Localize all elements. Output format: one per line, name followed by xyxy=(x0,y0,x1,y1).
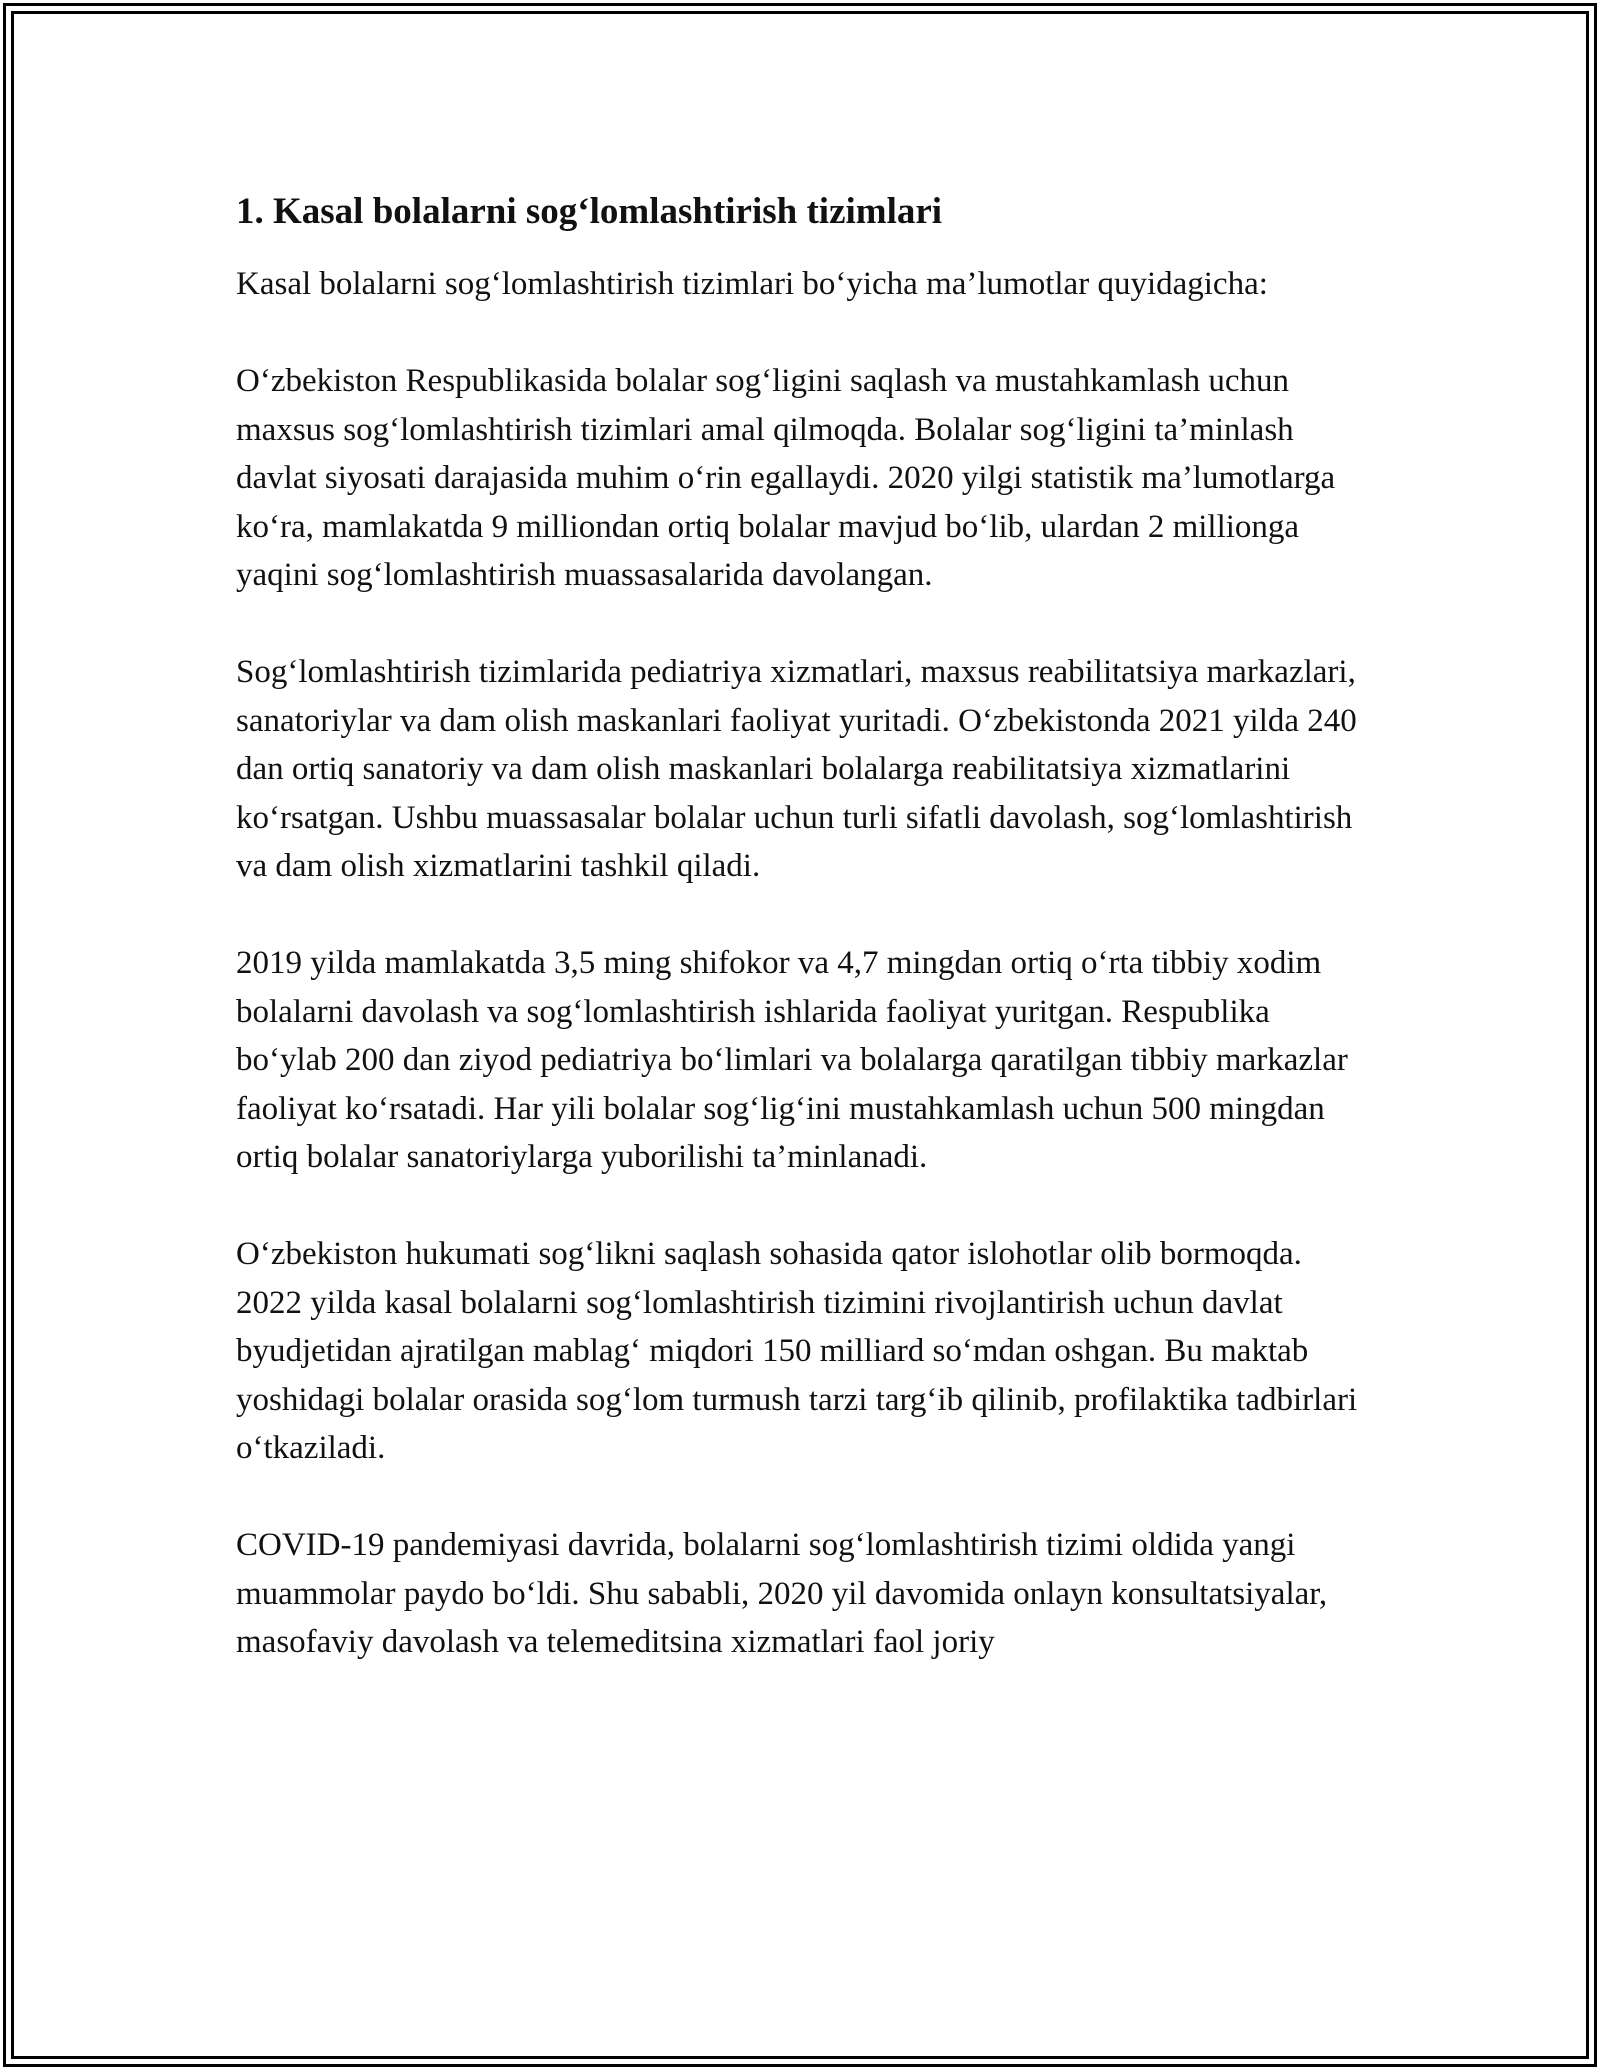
section-heading: 1. Kasal bolalarni sog‘lomlashtirish tizimlari xyxy=(236,191,943,232)
document-body xyxy=(236,186,1366,1715)
intro-paragraph: Kasal bolalarni sog‘lomlashtirish tizimlari bo‘yicha ma’lumotlar quyidagicha: xyxy=(236,266,1268,302)
body-paragraph-2: Sog‘lomlashtirish tizimlarida pediatriya xizmatlari, maxsus reabilitatsiya markazlari, sanatoriylar va dam olish maskanlari faoliyat yuritadi. O‘zbekistonda 2021 yilda 240 dan ortiq sanatoriy va dam olish maskanlari bolalarga reabilitatsiya xizmatlarini ko‘rsatgan. Ushbu muassasalar bolalar uchun turli sifatli davolash, sog‘lomlashtirish va dam olish xizmatlarini tashkil qiladi. xyxy=(236,654,1357,884)
body-paragraph-4: O‘zbekiston hukumati sog‘likni saqlash sohasida qator islohotlar olib bormoqda. 2022 yilda kasal bolalarni sog‘lomlashtirish tizimini rivojlantirish uchun davlat byudjetidan ajratilgan mablag‘ miqdori 150 milliard so‘mdan oshgan. Bu maktab yoshidagi bolalar orasida sog‘lom turmush tarzi targ‘ib qilinib, profilaktika tadbirlari o‘tkaziladi. xyxy=(236,1236,1358,1466)
body-paragraph-5: COVID-19 pandemiyasi davrida, bolalarni sog‘lomlashtirish tizimi oldida yangi muammolar paydo bo‘ldi. Shu sababli, 2020 yil davomida onlayn konsultatsiyalar, masofaviy davolash va telemeditsina xizmatlari faol joriy xyxy=(236,1527,1328,1660)
body-paragraph-3: 2019 yilda mamlakatda 3,5 ming shifokor va 4,7 mingdan ortiq o‘rta tibbiy xodim bolalarni davolash va sog‘lomlashtirish ishlarida faoliyat yuritgan. Respublika bo‘ylab 200 dan ziyod pediatriya bo‘limlari va bolalarga qaratilgan tibbiy markazlar faoliyat ko‘rsatadi. Har yili bolalar sog‘lig‘ini mustahkamlash uchun 500 mingdan ortiq bolalar sanatoriylarga yuborilishi ta’minlanadi. xyxy=(236,945,1348,1175)
body-paragraph-1: O‘zbekiston Respublikasida bolalar sog‘ligini saqlash va mustahkamlash uchun maxsus sog‘lomlashtirish tizimlari amal qilmoqda. Bolalar sog‘ligini ta’minlash davlat siyosati darajasida muhim o‘rin egallaydi. 2020 yilgi statistik ma’lumotlarga ko‘ra, mamlakatda 9 milliondan ortiq bolalar mavjud bo‘lib, ulardan 2 millionga yaqini sog‘lomlashtirish muassasalarida davolangan. xyxy=(236,363,1336,593)
